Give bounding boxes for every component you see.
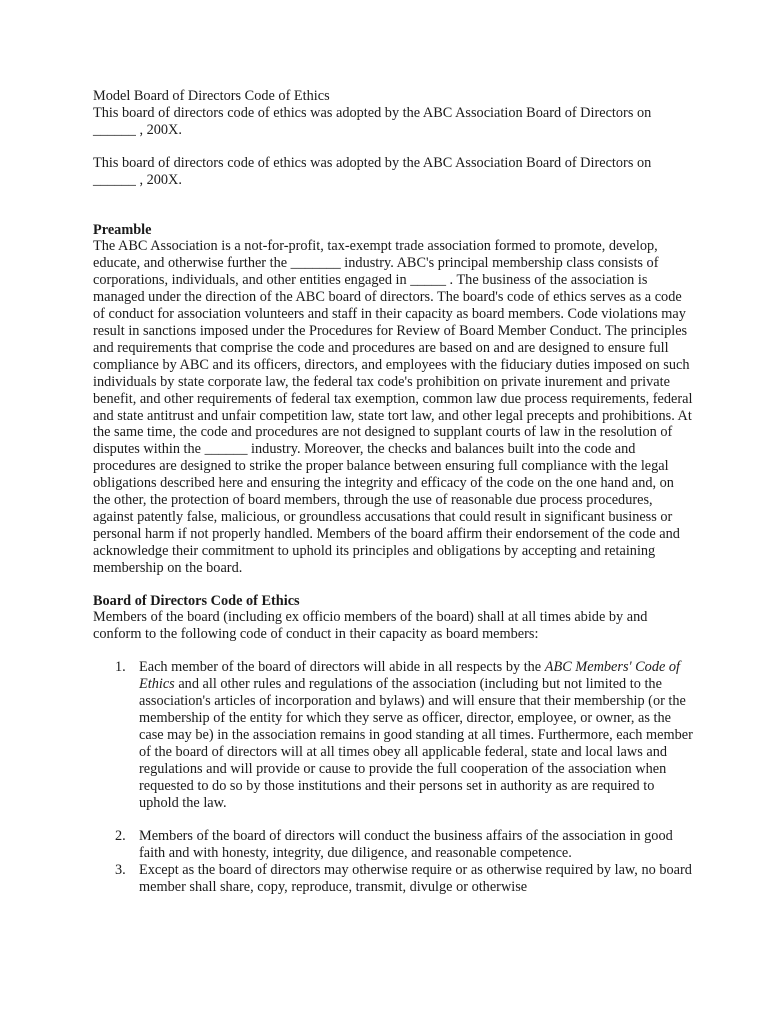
clause-text-rest: and all other rules and regulations of the association (including but not limited to the association's articles of incorporation and bylaws) and will ensure that their membership (or the membership of the entity for which they serve as officer, director, employee, or owner, as the case may be) in the association remains in good standing at all times. Furthermore, each member of the board of directors will at all times obey all applicable federal, state and local laws and regulations and will provide or cause to provide the full cooperation of the association when requested to do so by those institutions and their persons set in authority as are required to uphold the law. <box>139 676 693 811</box>
clause-text-italic: ABC Members' Code of Ethics <box>139 659 681 693</box>
document-page <box>93 88 693 896</box>
adoption-statement-1: This board of directors code of ethics was adopted by the ABC Association Board of Directors on ______ , 200X. <box>93 104 652 138</box>
preamble-body: The ABC Association is a not-for-profit, tax-exempt trade association formed to promote, develop, educate, and otherwise further the _______ industry. ABC's principal membership class consists of corporations, individuals, and other entities engaged in _____ . The business of the association is managed under the direction of the ABC board of directors. The board's code of ethics serves as a code of conduct for association volunteers and staff in their capacity as board members. Code violations may result in sanctions imposed under the Procedures for Review of Board Member Conduct. The principles and requirements that comprise the code and procedures are based on and are designed to ensure full compliance by ABC and its officers, directors, and employees with the fiduciary duties imposed on such individuals by state corporate law, the federal tax code's prohibition on private inurement and private benefit, and other requirements of federal tax exemption, common law due process requirements, federal and state antitrust and unfair competition law, state tort law, and other legal precepts and prohibitions. At the same time, the code and procedures are not designed to supplant courts of law in the resolution of disputes within the ______ industry. Moreover, the checks and balances built into the code and procedures are designed to strike the proper balance between ensuring full compliance with the legal obligations described here and ensuring the integrity and efficacy of the code on the one hand and, on the other, the protection of board members, through the use of reasonable due process procedures, against patently false, malicious, or groundless accusations that could result in significant business or personal harm if not properly handled. Members of the board affirm their endorsement of the code and acknowledge their commitment to uphold its principles and obligations by accepting and retaining membership on the board. <box>93 238 693 576</box>
adoption-statement-2: This board of directors code of ethics was adopted by the ABC Association Board of Directors on ______ , 200X. <box>93 154 652 188</box>
preamble-heading: Preamble <box>93 221 152 238</box>
clause-text: Except as the board of directors may otherwise require or as otherwise required by law, no board member shall share, copy, reproduce, transmit, divulge or otherwise <box>139 862 692 896</box>
code-clause-list <box>93 659 693 896</box>
document-title: Model Board of Directors Code of Ethics <box>93 88 330 104</box>
clause-number: 3. <box>115 862 126 879</box>
clause-number: 1. <box>115 659 126 676</box>
code-section-heading: Board of Directors Code of Ethics <box>93 592 300 609</box>
code-clause-2 <box>93 828 693 862</box>
clause-text-lead: Each member of the board of directors will abide in all respects by the <box>139 659 545 676</box>
code-section-intro: Members of the board (including ex officio members of the board) shall at all times abide by and conform to the following code of conduct in their capacity as board members: <box>93 609 648 643</box>
code-clause-3 <box>93 862 693 896</box>
code-clause-1 <box>93 659 693 811</box>
clause-number: 2. <box>115 828 126 845</box>
clause-text: Members of the board of directors will conduct the business affairs of the association in good faith and with honesty, integrity, due diligence, and reasonable competence. <box>139 828 673 862</box>
